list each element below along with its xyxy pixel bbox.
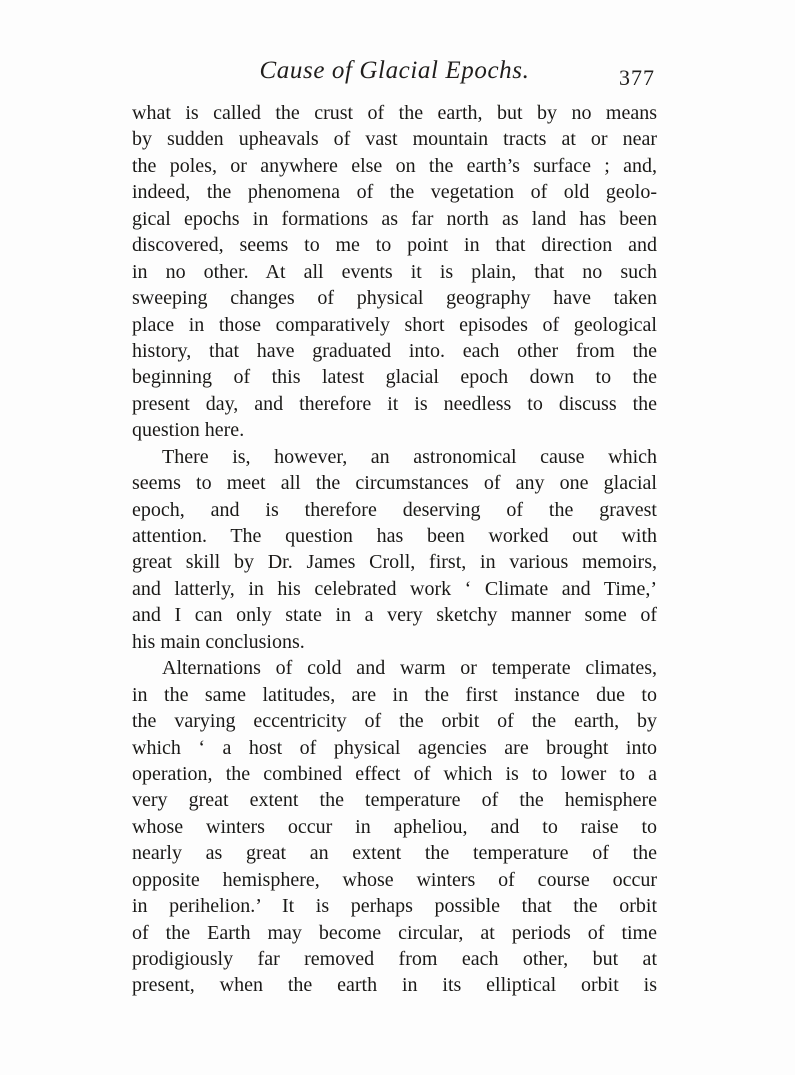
text-line: place in those comparatively short episodes of geological (132, 313, 657, 336)
text-line: and I can only state in a very sketchy manner some of (132, 604, 657, 627)
paragraph (132, 100, 657, 444)
text-line: epoch, and is therefore deserving of the gravest (132, 498, 657, 521)
text-line: history, that have graduated into. each other from the (132, 339, 657, 362)
text-line: beginning of this latest glacial epoch down to the (132, 366, 657, 389)
text-line: sweeping changes of physical geography have taken (132, 287, 657, 310)
text-line: indeed, the phenomena of the vegetation of old geolo- (132, 181, 657, 204)
text-line: the poles, or anywhere else on the earth’s surface ; and, (132, 154, 657, 177)
text-line: which ‘ a host of physical agencies are brought into (132, 736, 657, 759)
text-line: of the Earth may become circular, at periods of time (132, 921, 657, 944)
text-line: and latterly, in his celebrated work ‘ Climate and Time,’ (132, 577, 657, 600)
text-line: in no other. At all events it is plain, that no such (132, 260, 657, 283)
text-line: by sudden upheavals of vast mountain tracts at or near (132, 128, 657, 151)
text-line: great skill by Dr. James Croll, first, in various memoirs, (132, 551, 657, 574)
text-line: present day, and therefore it is needless to discuss the (132, 392, 657, 415)
paragraph (132, 444, 657, 656)
page-number: 377 (619, 65, 655, 90)
text-line: in perihelion.’ It is perhaps possible that the orbit (132, 895, 657, 918)
text-line: present, when the earth in its elliptical orbit is (132, 974, 657, 997)
text-line: whose winters occur in apheliou, and to raise to (132, 815, 657, 838)
text-body (132, 100, 657, 999)
text-line: in the same latitudes, are in the first instance due to (132, 683, 657, 706)
text-line: nearly as great an extent the temperature of the (132, 842, 657, 865)
text-line: his main conclusions. (132, 630, 305, 653)
text-line: the varying eccentricity of the orbit of the earth, by (132, 710, 657, 733)
text-line: operation, the combined effect of which is to lower to a (132, 762, 657, 785)
text-line: question here. (132, 419, 245, 442)
text-line: opposite hemisphere, whose winters of course occur (132, 868, 657, 891)
text-line: There is, however, an astronomical cause which (162, 445, 657, 468)
text-line: gical epochs in formations as far north as land has been (132, 207, 657, 230)
text-line: prodigiously far removed from each other, but at (132, 948, 657, 970)
running-header (132, 57, 657, 91)
paragraph (132, 655, 657, 999)
text-line: discovered, seems to me to point in that direction and (132, 234, 657, 257)
page-heading: Cause of Glacial Epochs. (259, 57, 530, 84)
text-line: seems to meet all the circumstances of any one glacial (132, 472, 657, 495)
text-line: Alternations of cold and warm or temperate climates, (162, 657, 657, 680)
text-line: what is called the crust of the earth, but by no means (132, 102, 657, 124)
text-line: very great extent the temperature of the hemisphere (132, 789, 657, 812)
text-line: attention. The question has been worked out with (132, 525, 657, 547)
